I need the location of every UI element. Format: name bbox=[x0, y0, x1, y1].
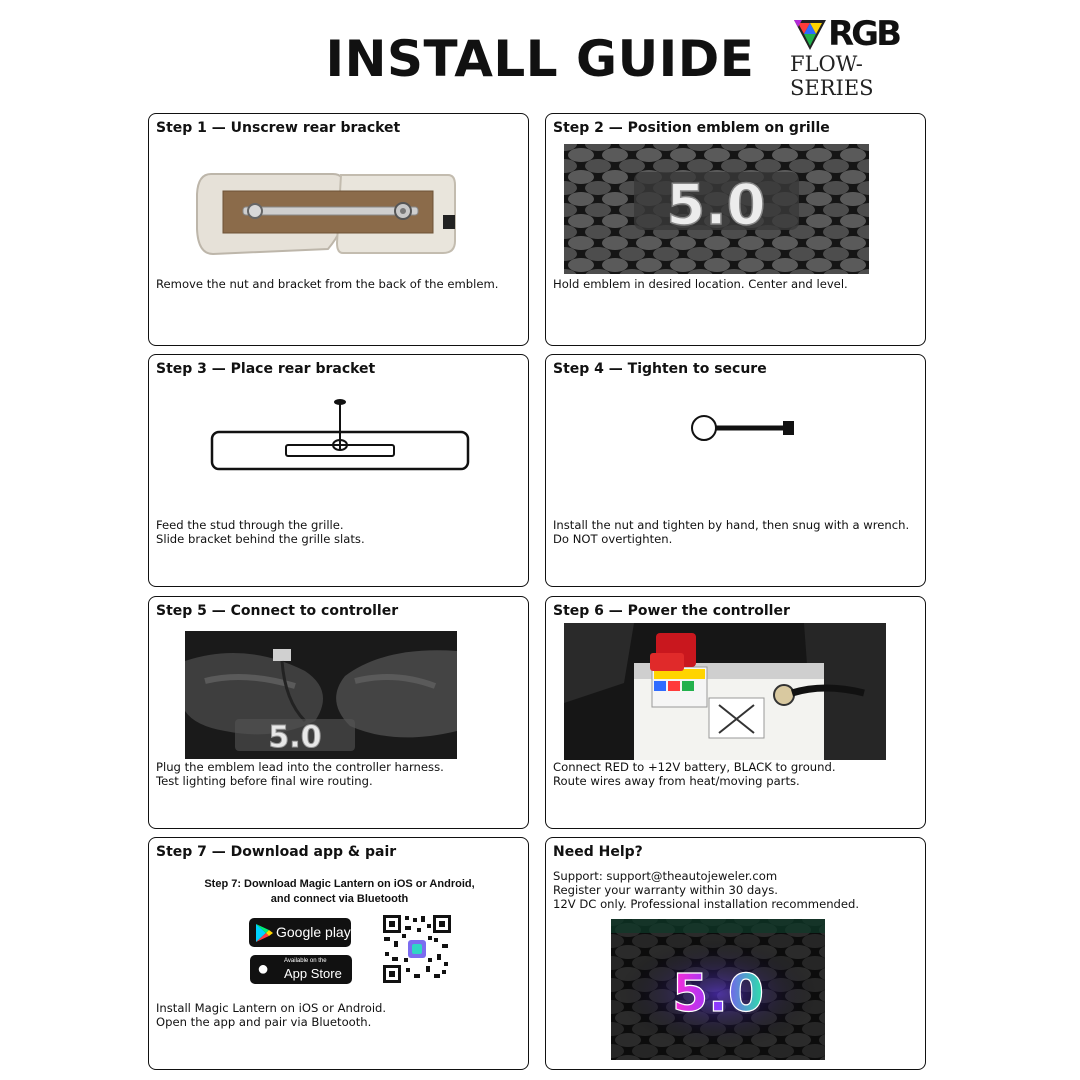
step-5-card bbox=[148, 596, 529, 829]
step-4-title: Step 4 — Tighten to secure bbox=[553, 361, 767, 377]
step-7-inner-heading-2: and connect via Bluetooth bbox=[270, 893, 409, 905]
step-3-title: Step 3 — Place rear bracket bbox=[156, 361, 376, 377]
step-6-text bbox=[553, 760, 836, 788]
step-1-title: Step 1 — Unscrew rear bracket bbox=[156, 120, 401, 136]
step-4-line-2: Do NOT overtighten. bbox=[553, 532, 673, 546]
google-play-label: Google play bbox=[276, 924, 351, 940]
step-4-card bbox=[545, 354, 926, 587]
step-5-title: Step 5 — Connect to controller bbox=[156, 603, 399, 619]
battery-photo bbox=[564, 623, 886, 760]
help-title: Need Help? bbox=[553, 844, 643, 860]
step-4-line-1: Install the nut and tighten by hand, then snug with a wrench. bbox=[553, 518, 910, 532]
step-6-line-2: Route wires away from heat/moving parts. bbox=[553, 774, 800, 788]
step-1-card bbox=[148, 113, 529, 346]
apple-icon: ● bbox=[257, 958, 270, 980]
emblem-grille-photo bbox=[564, 144, 869, 274]
help-emblem-text: 5.0 bbox=[671, 964, 765, 1024]
step-2-card bbox=[545, 113, 926, 346]
app-store-label: App Store bbox=[284, 966, 342, 981]
help-voltage-line: 12V DC only. Professional installation recommended. bbox=[553, 897, 860, 911]
step-7-line-1: Install Magic Lantern on iOS or Android. bbox=[156, 1001, 387, 1015]
step-4-text bbox=[553, 518, 909, 546]
logo-series-text: FLOW-SERIES bbox=[790, 52, 874, 100]
brand-logo bbox=[790, 12, 930, 100]
step-2-title: Step 2 — Position emblem on grille bbox=[553, 120, 830, 136]
step-3-line-1: Feed the stud through the grille. bbox=[156, 518, 344, 532]
help-warranty-line: Register your warranty within 30 days. bbox=[553, 883, 778, 897]
help-support-line[interactable]: Support: support@theautojeweler.com bbox=[553, 869, 778, 883]
connector-photo bbox=[185, 631, 457, 759]
step-5-line-2: Test lighting before final wire routing. bbox=[156, 774, 373, 788]
qr-code bbox=[382, 914, 452, 984]
step-6-line-1: Connect RED to +12V battery, BLACK to ground. bbox=[553, 760, 836, 774]
help-text bbox=[553, 869, 859, 911]
app-store-badge[interactable] bbox=[250, 955, 352, 984]
logo-prism-icon bbox=[790, 16, 830, 52]
google-play-badge[interactable] bbox=[249, 918, 351, 947]
step-6-card bbox=[545, 596, 926, 829]
nut-tighten-diagram bbox=[688, 410, 808, 450]
step-2-text bbox=[553, 277, 848, 291]
rgb-emblem-photo bbox=[611, 919, 825, 1060]
emblem-5-0-text: 5.0 bbox=[666, 173, 766, 238]
rear-bracket-photo bbox=[193, 169, 473, 259]
step-7-card bbox=[148, 837, 529, 1070]
step-7-text bbox=[156, 1001, 386, 1029]
help-card bbox=[545, 837, 926, 1070]
step-3-text bbox=[156, 518, 365, 546]
step-1-line-1: Remove the nut and bracket from the back of the emblem. bbox=[156, 277, 499, 291]
google-play-icon bbox=[254, 923, 274, 943]
step-6-title: Step 6 — Power the controller bbox=[553, 603, 790, 619]
bracket-diagram bbox=[207, 395, 477, 475]
step-5-emblem-text: 5.0 bbox=[268, 720, 322, 755]
step-5-text bbox=[156, 760, 444, 788]
step-1-text bbox=[156, 277, 498, 291]
step-3-card bbox=[148, 354, 529, 587]
step-3-line-2: Slide bracket behind the grille slats. bbox=[156, 532, 365, 546]
page-title: INSTALL GUIDE bbox=[325, 30, 755, 88]
step-7-line-2: Open the app and pair via Bluetooth. bbox=[156, 1015, 372, 1029]
app-store-small-label: Available on the bbox=[284, 958, 327, 964]
step-2-line-1: Hold emblem in desired location. Center and level. bbox=[553, 277, 848, 291]
logo-rgb-text: RGB bbox=[828, 14, 900, 54]
step-7-title: Step 7 — Download app & pair bbox=[156, 844, 397, 860]
step-7-inner-heading-1: Step 7: Download Magic Lantern on iOS or Android, bbox=[204, 878, 475, 890]
step-5-line-1: Plug the emblem lead into the controller harness. bbox=[156, 760, 444, 774]
